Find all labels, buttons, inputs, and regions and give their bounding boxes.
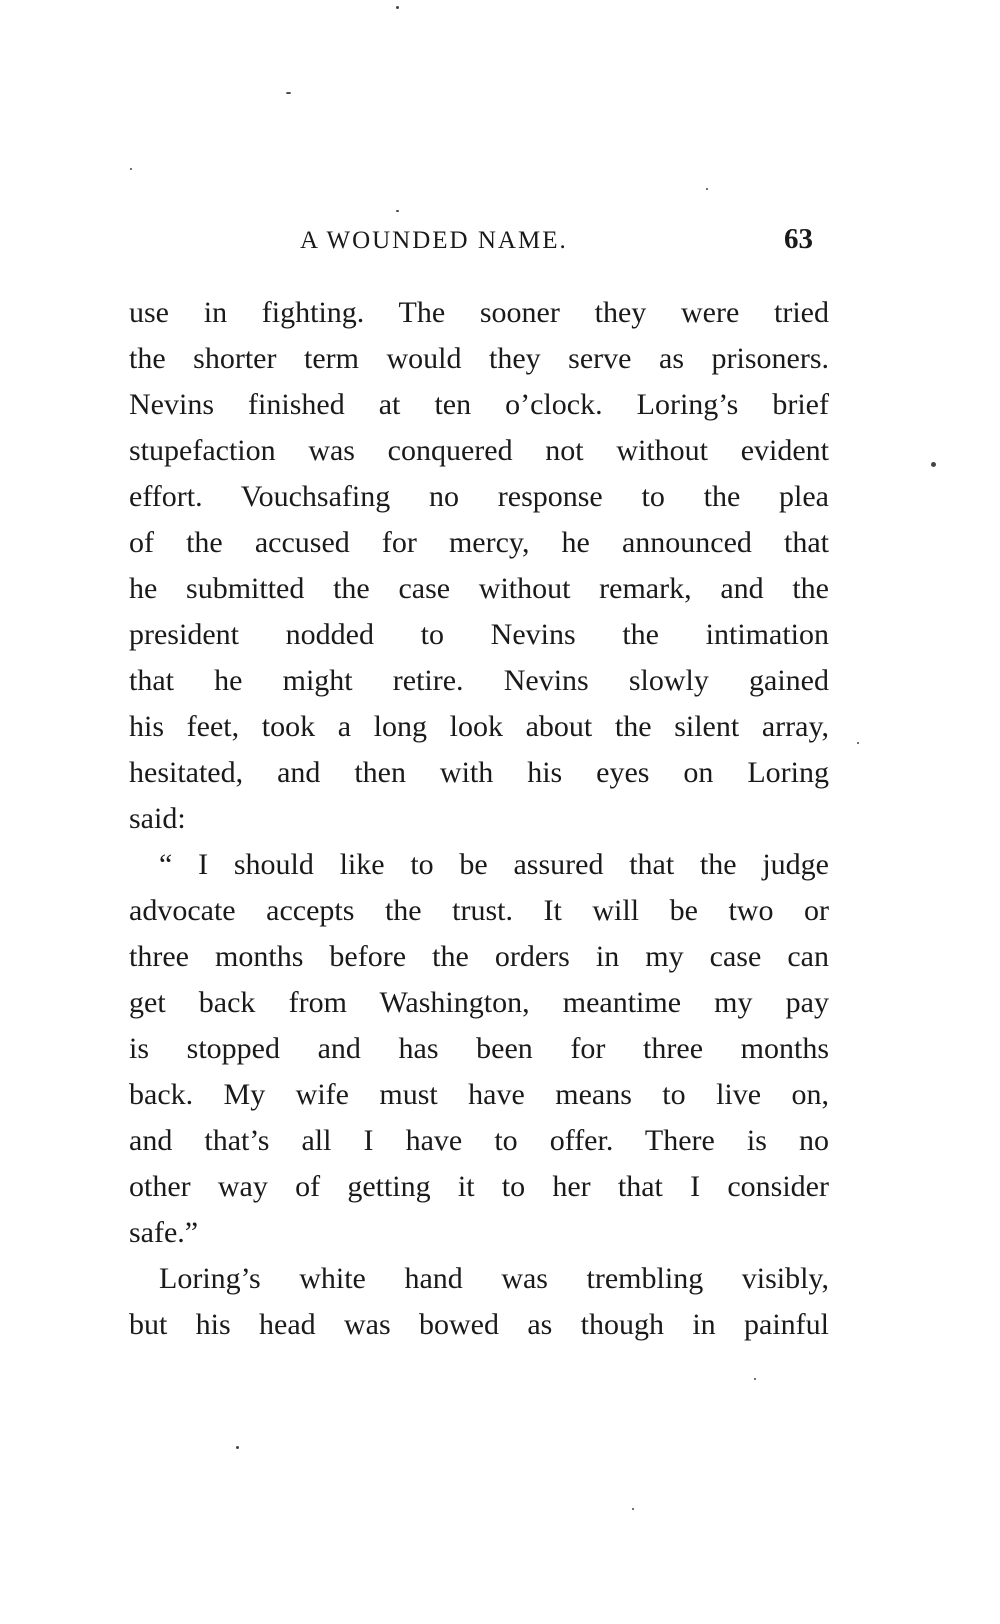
- text-line: advocate accepts the trust. It will be two or: [129, 894, 829, 927]
- text-line: use in fighting. The sooner they were tried: [129, 296, 829, 329]
- text-line: president nodded to Nevins the intimation: [129, 618, 829, 651]
- text-line: effort. Vouchsafing no response to the plea: [129, 480, 829, 513]
- text-line: of the accused for mercy, he announced that: [129, 526, 829, 559]
- text-line: but his head was bowed as though in painful: [129, 1308, 829, 1341]
- text-line: he submitted the case without remark, and the: [129, 572, 829, 605]
- text-line: back. My wife must have means to live on,: [129, 1078, 829, 1111]
- text-line: get back from Washington, meantime my pay: [129, 986, 829, 1019]
- text-line: his feet, took a long look about the silent array,: [129, 710, 829, 743]
- text-line: hesitated, and then with his eyes on Loring: [129, 756, 829, 789]
- scan-speck: [706, 188, 708, 190]
- text-line: and that’s all I have to offer. There is no: [129, 1124, 829, 1157]
- scan-speck: [236, 1446, 239, 1449]
- body-text: [129, 290, 829, 1348]
- text-line: said:: [129, 802, 186, 835]
- text-line: other way of getting it to her that I consider: [129, 1170, 829, 1203]
- text-line: stupefaction was conquered not without evident: [129, 434, 829, 467]
- text-line: safe.”: [129, 1216, 199, 1249]
- scan-speck: [931, 462, 936, 467]
- scan-speck: [130, 168, 132, 170]
- text-line: is stopped and has been for three months: [129, 1032, 829, 1065]
- text-line: Loring’s white hand was trembling visibly,: [159, 1262, 829, 1295]
- scan-speck: [632, 1508, 634, 1510]
- text-line: the shorter term would they serve as prisoners.: [129, 342, 829, 375]
- running-title: A WOUNDED NAME.: [300, 227, 568, 254]
- text-line: three months before the orders in my case can: [129, 940, 829, 973]
- scan-speck: [857, 742, 859, 744]
- text-line: that he might retire. Nevins slowly gained: [129, 664, 829, 697]
- scan-speck: [396, 6, 399, 9]
- scan-speck: [286, 92, 291, 94]
- scan-speck: [396, 210, 399, 212]
- page-number: 63: [784, 223, 813, 255]
- text-line: “ I should like to be assured that the judge: [159, 848, 829, 881]
- scan-speck: [754, 1378, 756, 1380]
- text-line: Nevins finished at ten o’clock. Loring’s brief: [129, 388, 829, 421]
